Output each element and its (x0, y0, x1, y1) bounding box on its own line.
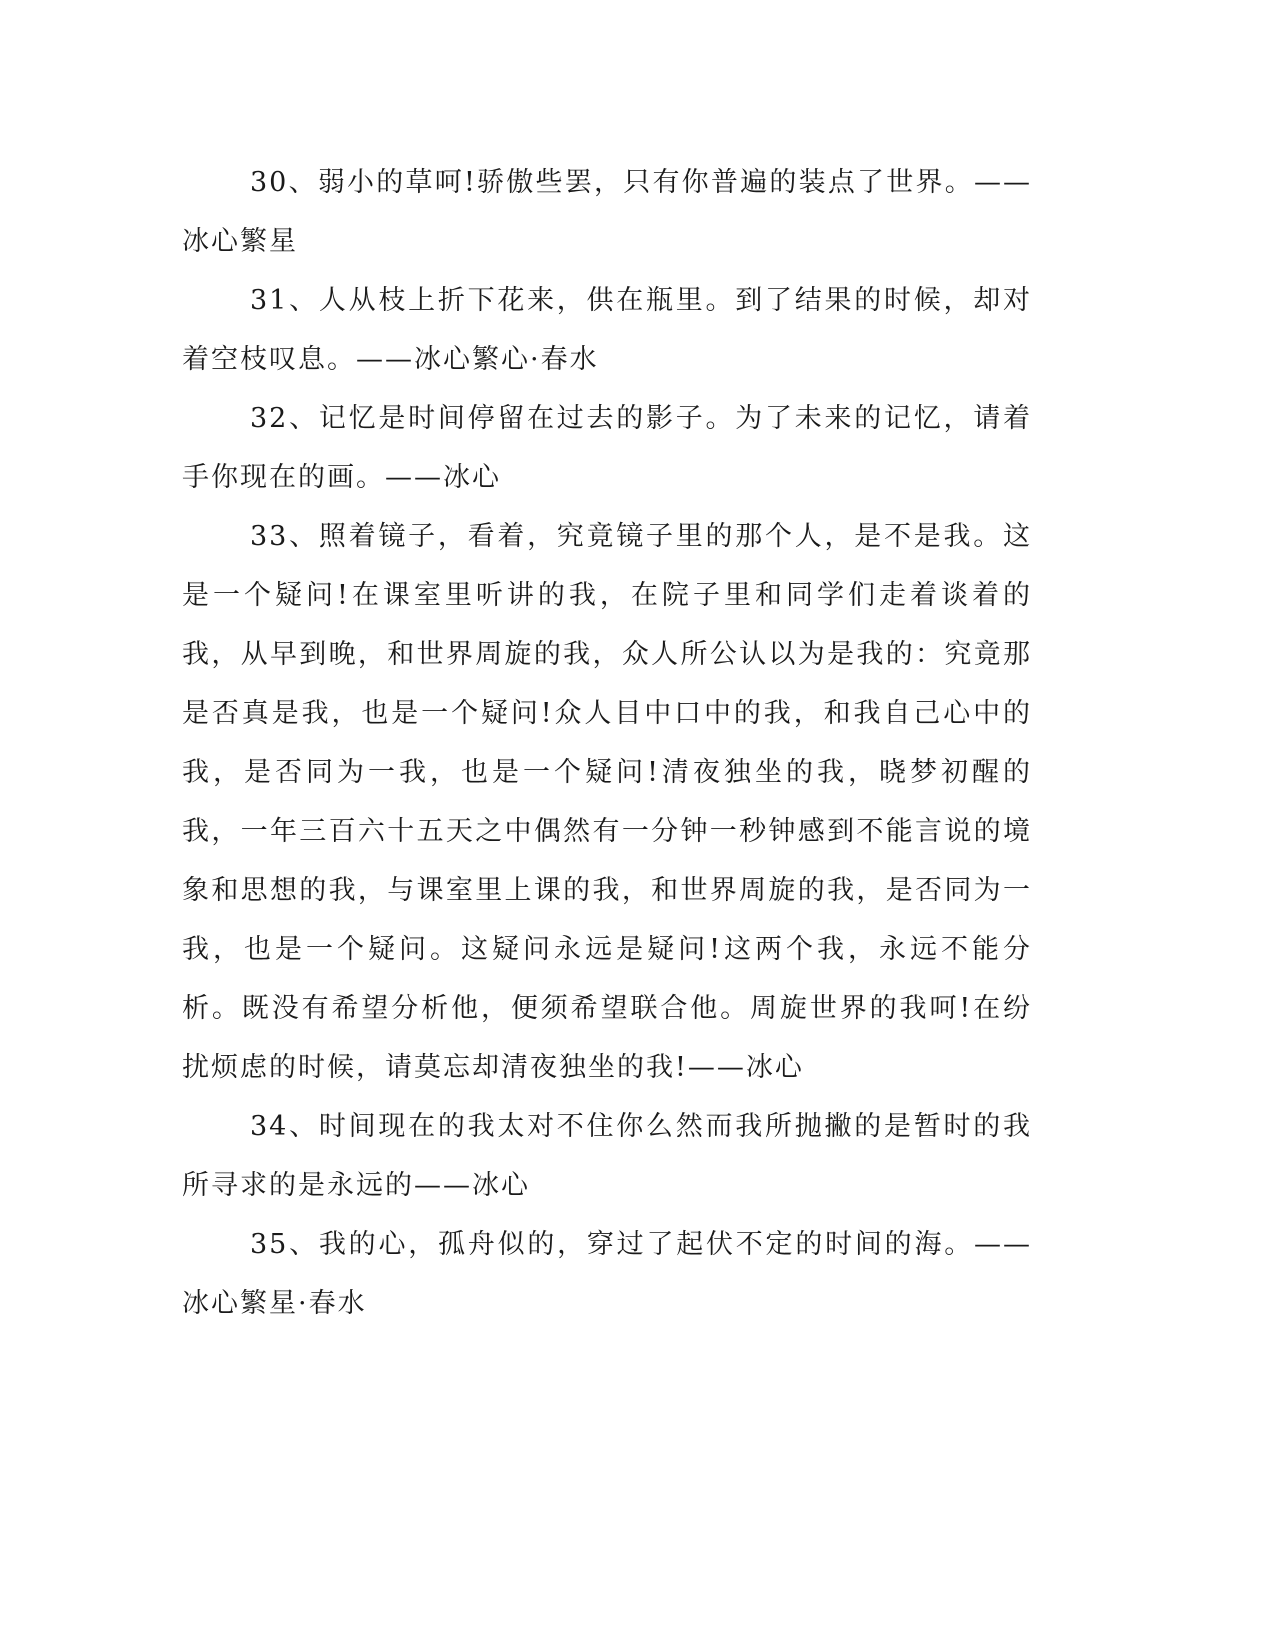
quote-paragraph-35: 35、我的心，孤舟似的，穿过了起伏不定的时间的海。——冰心繁星·春水 (182, 1229, 1032, 1319)
quote-paragraph-31: 31、人从枝上折下花来，供在瓶里。到了结果的时候，却对着空枝叹息。——冰心繁心·春水 (182, 285, 1032, 375)
document-body (182, 153, 1032, 1333)
quote-paragraph-33: 33、照着镜子，看着，究竟镜子里的那个人，是不是我。这是一个疑问!在课室里听讲的我，在院子里和同学们走着谈着的我，从早到晚，和世界周旋的我，众人所公认以为是我的：究竟那是否真是我，也是一个疑问!众人目中口中的我，和我自己心中的我，是否同为一我，也是一个疑问!清夜独坐的我，晓梦初醒的我，一年三百六十五天之中偶然有一分钟一秒钟感到不能言说的境象和思想的我，与课室里上课的我，和世界周旋的我，是否同为一我，也是一个疑问。这疑问永远是疑问!这两个我，永远不能分析。既没有希望分析他，便须希望联合他。周旋世界的我呵!在纷扰烦虑的时候，请莫忘却清夜独坐的我!——冰心 (182, 521, 1032, 1083)
quote-paragraph-32: 32、记忆是时间停留在过去的影子。为了未来的记忆，请着手你现在的画。——冰心 (182, 403, 1032, 493)
quote-paragraph-34: 34、时间现在的我太对不住你么然而我所抛撇的是暂时的我所寻求的是永远的——冰心 (182, 1111, 1032, 1201)
quote-paragraph-30: 30、弱小的草呵!骄傲些罢，只有你普遍的装点了世界。——冰心繁星 (182, 167, 1032, 257)
